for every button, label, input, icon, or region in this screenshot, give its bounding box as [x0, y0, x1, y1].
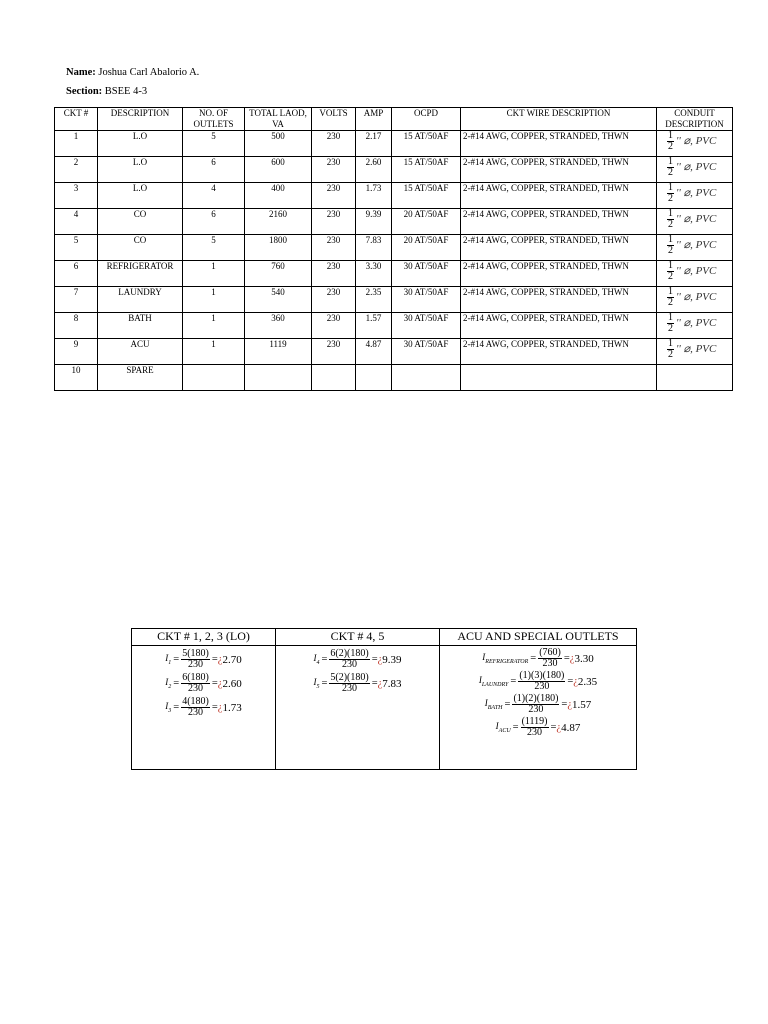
cell-amp: 9.39: [356, 209, 392, 235]
col-header-ckt: CKT #: [55, 108, 98, 131]
calc-header-co: CKT # 4, 5: [276, 629, 440, 646]
fraction-den: 2: [668, 167, 673, 178]
fraction-num: 4(180): [182, 696, 209, 707]
equals-sign: =: [563, 653, 570, 664]
cell-outlets: 5: [183, 235, 245, 261]
panel-schedule-table: [54, 107, 733, 391]
fraction-den: 2: [668, 245, 673, 256]
cell-load: 400: [245, 183, 312, 209]
fraction-den: 230: [542, 658, 558, 669]
calc-cell-special: [440, 646, 637, 770]
cell-conduit: [657, 287, 733, 313]
table-row: [55, 313, 733, 339]
table-row: [55, 339, 733, 365]
cell-volts: 230: [312, 209, 356, 235]
fraction-num: 1: [668, 286, 673, 297]
cell-volts: [312, 365, 356, 391]
conduit-fraction: [667, 339, 674, 360]
table-row: [55, 183, 733, 209]
cell-conduit: [657, 339, 733, 365]
cell-outlets: 5: [183, 131, 245, 157]
cell-description: L.O: [98, 157, 183, 183]
conduit-fraction: [667, 287, 674, 308]
fraction-den: 230: [188, 683, 204, 694]
equation-subscript: BATH: [487, 704, 503, 711]
schedule-header-row: [55, 108, 733, 131]
equation-lhs: [496, 721, 511, 734]
cell-conduit: [657, 157, 733, 183]
cell-load: 540: [245, 287, 312, 313]
cell-outlets: 1: [183, 339, 245, 365]
cell-description: CO: [98, 235, 183, 261]
equation-mark: ¿: [556, 722, 562, 733]
col-header-amp: AMP: [356, 108, 392, 131]
conduit-fraction: [667, 131, 674, 152]
fraction-num: (760): [539, 647, 561, 658]
cell-wire: 2-#14 AWG, COPPER, STRANDED, THWN: [461, 235, 657, 261]
equals-sign: =: [211, 678, 218, 689]
cell-ocpd: 30 AT/50AF: [392, 287, 461, 313]
col-header-wire: CKT WIRE DESCRIPTION: [461, 108, 657, 131]
equals-sign: =: [173, 678, 180, 689]
cell-wire: 2-#14 AWG, COPPER, STRANDED, THWN: [461, 261, 657, 287]
equals-sign: =: [321, 654, 328, 665]
cell-conduit: [657, 313, 733, 339]
cell-volts: 230: [312, 131, 356, 157]
cell-ckt: 5: [55, 235, 98, 261]
conduit-fraction: [667, 183, 674, 204]
current-equation: [440, 671, 636, 692]
name-line: [66, 67, 199, 78]
fraction-den: 230: [534, 681, 550, 692]
fraction-den: 2: [668, 141, 673, 152]
cell-ckt: 6: [55, 261, 98, 287]
cell-volts: 230: [312, 235, 356, 261]
equation-lhs: [479, 675, 509, 688]
equation-symbol: I: [165, 653, 169, 664]
equation-symbol: I: [165, 701, 169, 712]
conduit-text: '' ⌀, PVC: [676, 239, 717, 252]
equals-sign: =: [371, 654, 378, 665]
conduit-text: '' ⌀, PVC: [676, 161, 717, 174]
equation-symbol: I: [165, 677, 169, 688]
equation-lhs: [165, 701, 171, 714]
cell-ckt: 3: [55, 183, 98, 209]
cell-outlets: [183, 365, 245, 391]
equals-sign: =: [211, 654, 218, 665]
col-header-volts: VOLTS: [312, 108, 356, 131]
cell-outlets: 6: [183, 209, 245, 235]
section-label: Section:: [66, 86, 103, 97]
cell-ocpd: [392, 365, 461, 391]
table-row: [55, 287, 733, 313]
conduit-fraction: [667, 157, 674, 178]
conduit-fraction: [667, 313, 674, 334]
equals-sign: =: [561, 699, 568, 710]
cell-wire: 2-#14 AWG, COPPER, STRANDED, THWN: [461, 183, 657, 209]
fraction-num: 1: [668, 312, 673, 323]
fraction-den: 230: [188, 659, 204, 670]
conduit-text: '' ⌀, PVC: [676, 187, 717, 200]
equation-lhs: [165, 653, 171, 666]
cell-wire: 2-#14 AWG, COPPER, STRANDED, THWN: [461, 313, 657, 339]
equation-lhs: [485, 698, 503, 711]
cell-ckt: 7: [55, 287, 98, 313]
fraction-den: 230: [188, 707, 204, 718]
equation-mark: ¿: [567, 699, 573, 710]
cell-outlets: 1: [183, 313, 245, 339]
equation-fraction: [329, 649, 369, 670]
equals-sign: =: [550, 722, 557, 733]
section-line: [66, 86, 147, 97]
conduit-text: '' ⌀, PVC: [676, 291, 717, 304]
cell-amp: 1.73: [356, 183, 392, 209]
cell-wire: [461, 365, 657, 391]
calc-cell-co: [276, 646, 440, 770]
equation-result: 1.73: [222, 701, 242, 714]
cell-ckt: 4: [55, 209, 98, 235]
cell-amp: 7.83: [356, 235, 392, 261]
cell-outlets: 6: [183, 157, 245, 183]
equation-fraction: [181, 649, 210, 670]
equation-lhs: [313, 653, 319, 666]
fraction-den: 230: [527, 727, 543, 738]
table-row: [55, 209, 733, 235]
cell-volts: 230: [312, 261, 356, 287]
fraction-den: 230: [528, 704, 544, 715]
equation-subscript: REFRIGERATOR: [485, 658, 529, 665]
cell-load: 500: [245, 131, 312, 157]
cell-wire: 2-#14 AWG, COPPER, STRANDED, THWN: [461, 157, 657, 183]
equation-result: 1.57: [572, 698, 592, 711]
cell-conduit: [657, 365, 733, 391]
equation-fraction: [538, 648, 562, 669]
cell-outlets: 4: [183, 183, 245, 209]
cell-description: ACU: [98, 339, 183, 365]
cell-load: 1119: [245, 339, 312, 365]
cell-ckt: 8: [55, 313, 98, 339]
cell-ocpd: 15 AT/50AF: [392, 183, 461, 209]
cell-amp: 2.60: [356, 157, 392, 183]
equation-result: 2.70: [222, 653, 242, 666]
fraction-num: 5(180): [182, 648, 209, 659]
equals-sign: =: [371, 678, 378, 689]
fraction-den: 2: [668, 271, 673, 282]
col-header-load: TOTAL LAOD, VA: [245, 108, 312, 131]
cell-ocpd: 30 AT/50AF: [392, 261, 461, 287]
name-value: Joshua Carl Abalorio A.: [98, 67, 200, 78]
calc-header-lo: CKT # 1, 2, 3 (LO): [132, 629, 276, 646]
fraction-num: 1: [668, 182, 673, 193]
cell-conduit: [657, 235, 733, 261]
equals-sign: =: [512, 722, 519, 733]
cell-volts: 230: [312, 339, 356, 365]
cell-ocpd: 30 AT/50AF: [392, 339, 461, 365]
cell-amp: 2.17: [356, 131, 392, 157]
name-label: Name:: [66, 67, 96, 78]
equals-sign: =: [510, 676, 517, 687]
current-equation: [440, 694, 636, 715]
equals-sign: =: [567, 676, 574, 687]
equation-fraction: [518, 671, 565, 692]
cell-wire: 2-#14 AWG, COPPER, STRANDED, THWN: [461, 287, 657, 313]
equation-subscript: 2: [168, 683, 172, 690]
cell-description: L.O: [98, 183, 183, 209]
fraction-den: 230: [342, 683, 358, 694]
cell-conduit: [657, 261, 733, 287]
cell-ocpd: 15 AT/50AF: [392, 131, 461, 157]
equation-symbol: I: [313, 653, 317, 664]
fraction-den: 230: [342, 659, 358, 670]
table-row: [55, 131, 733, 157]
equation-symbol: I: [484, 698, 488, 709]
table-row: [55, 261, 733, 287]
conduit-text: '' ⌀, PVC: [676, 317, 717, 330]
equation-lhs: [313, 677, 319, 690]
cell-amp: 3.30: [356, 261, 392, 287]
equation-result: 2.35: [577, 675, 598, 688]
cell-ckt: 10: [55, 365, 98, 391]
fraction-num: 6(180): [182, 672, 209, 683]
equation-mark: ¿: [573, 676, 578, 687]
col-header-conduit: CONDUIT DESCRIPTION: [657, 108, 733, 131]
cell-ckt: 1: [55, 131, 98, 157]
equation-subscript: LAUNDRY: [481, 681, 509, 688]
cell-conduit: [657, 183, 733, 209]
equation-result: 3.30: [574, 652, 594, 665]
cell-wire: 2-#14 AWG, COPPER, STRANDED, THWN: [461, 131, 657, 157]
equation-mark: ¿: [377, 654, 383, 665]
fraction-num: 1: [668, 234, 673, 245]
fraction-den: 2: [668, 193, 673, 204]
equation-symbol: I: [482, 652, 486, 663]
current-equation: [276, 673, 439, 694]
equation-symbol: I: [478, 675, 482, 686]
equation-symbol: I: [313, 677, 317, 688]
equation-result: 7.83: [382, 677, 402, 690]
current-equation: [132, 697, 275, 718]
equation-mark: ¿: [217, 702, 223, 713]
fraction-den: 2: [668, 349, 673, 360]
equation-fraction: [512, 694, 559, 715]
equals-sign: =: [321, 678, 328, 689]
cell-load: 360: [245, 313, 312, 339]
table-row: [55, 365, 733, 391]
cell-outlets: 1: [183, 287, 245, 313]
equation-subscript: ACU: [498, 727, 511, 734]
cell-load: 600: [245, 157, 312, 183]
section-value: BSEE 4-3: [104, 86, 148, 97]
conduit-fraction: [667, 209, 674, 230]
fraction-den: 2: [668, 219, 673, 230]
fraction-num: 1: [668, 130, 673, 141]
current-equation: [440, 717, 636, 738]
table-row: [55, 235, 733, 261]
fraction-num: 1: [668, 156, 673, 167]
cell-description: LAUNDRY: [98, 287, 183, 313]
cell-load: 2160: [245, 209, 312, 235]
col-header-description: DESCRIPTION: [98, 108, 183, 131]
current-calculation-table: [131, 628, 637, 770]
equation-subscript: 3: [168, 707, 172, 714]
equals-sign: =: [173, 702, 180, 713]
cell-description: SPARE: [98, 365, 183, 391]
equation-mark: ¿: [377, 678, 383, 689]
conduit-text: '' ⌀, PVC: [676, 343, 717, 356]
equals-sign: =: [211, 702, 218, 713]
equals-sign: =: [173, 654, 180, 665]
fraction-num: (1119): [521, 716, 548, 727]
cell-load: 1800: [245, 235, 312, 261]
cell-ocpd: 20 AT/50AF: [392, 235, 461, 261]
cell-description: L.O: [98, 131, 183, 157]
equation-result: 2.60: [222, 677, 242, 690]
conduit-text: '' ⌀, PVC: [676, 135, 717, 148]
cell-description: BATH: [98, 313, 183, 339]
col-header-ocpd: OCPD: [392, 108, 461, 131]
col-header-outlets: NO. OF OUTLETS: [183, 108, 245, 131]
fraction-den: 2: [668, 297, 673, 308]
cell-wire: 2-#14 AWG, COPPER, STRANDED, THWN: [461, 209, 657, 235]
equation-lhs: [165, 677, 171, 690]
fraction-den: 2: [668, 323, 673, 334]
equation-mark: ¿: [217, 678, 223, 689]
equation-result: 9.39: [382, 653, 402, 666]
calc-cell-lo: [132, 646, 276, 770]
cell-volts: 230: [312, 183, 356, 209]
cell-load: 760: [245, 261, 312, 287]
cell-ocpd: 30 AT/50AF: [392, 313, 461, 339]
cell-ocpd: 15 AT/50AF: [392, 157, 461, 183]
cell-amp: 4.87: [356, 339, 392, 365]
cell-description: CO: [98, 209, 183, 235]
fraction-num: (1)(2)(180): [513, 693, 559, 704]
equals-sign: =: [530, 653, 537, 664]
cell-ckt: 2: [55, 157, 98, 183]
cell-volts: 230: [312, 313, 356, 339]
calc-header-special: ACU AND SPECIAL OUTLETS: [440, 629, 637, 646]
cell-volts: 230: [312, 287, 356, 313]
equation-mark: ¿: [217, 654, 223, 665]
fraction-num: (1)(3)(180): [519, 670, 565, 681]
equation-lhs: [482, 652, 528, 665]
equation-subscript: 5: [316, 683, 320, 690]
cell-wire: 2-#14 AWG, COPPER, STRANDED, THWN: [461, 339, 657, 365]
cell-ckt: 9: [55, 339, 98, 365]
equation-fraction: [329, 673, 369, 694]
current-equation: [132, 673, 275, 694]
current-equation: [276, 649, 439, 670]
cell-outlets: 1: [183, 261, 245, 287]
equation-fraction: [181, 697, 210, 718]
equation-result: 4.87: [561, 721, 581, 734]
current-equation: [132, 649, 275, 670]
fraction-num: 1: [668, 260, 673, 271]
cell-conduit: [657, 209, 733, 235]
table-row: [55, 157, 733, 183]
cell-volts: 230: [312, 157, 356, 183]
cell-ocpd: 20 AT/50AF: [392, 209, 461, 235]
equation-subscript: 1: [168, 659, 172, 666]
equation-symbol: I: [495, 721, 499, 732]
conduit-fraction: [667, 235, 674, 256]
cell-amp: 2.35: [356, 287, 392, 313]
cell-description: REFRIGERATOR: [98, 261, 183, 287]
cell-amp: [356, 365, 392, 391]
cell-load: [245, 365, 312, 391]
conduit-text: '' ⌀, PVC: [676, 265, 717, 278]
equals-sign: =: [504, 699, 511, 710]
cell-amp: 1.57: [356, 313, 392, 339]
equation-fraction: [521, 717, 549, 738]
equation-subscript: 4: [316, 659, 320, 666]
fraction-num: 6(2)(180): [330, 648, 369, 659]
fraction-num: 1: [668, 338, 673, 349]
cell-conduit: [657, 131, 733, 157]
fraction-num: 1: [668, 208, 673, 219]
equation-fraction: [181, 673, 210, 694]
fraction-num: 5(2)(180): [330, 672, 369, 683]
current-equation: [440, 648, 636, 669]
conduit-text: '' ⌀, PVC: [676, 213, 717, 226]
equation-mark: ¿: [569, 653, 575, 664]
conduit-fraction: [667, 261, 674, 282]
